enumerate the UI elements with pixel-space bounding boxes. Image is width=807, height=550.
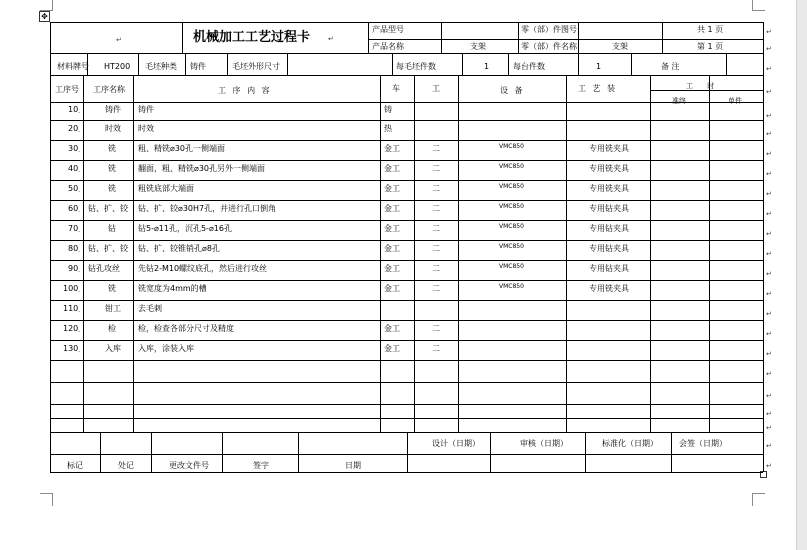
row-tooling: 专用钻夹具 (589, 264, 629, 273)
row-workshop: 金工 (384, 164, 400, 173)
product-model-label: 产品型号 (372, 25, 404, 34)
table-rule (566, 75, 567, 432)
table-bottom-border (50, 472, 763, 473)
table-rule (578, 53, 579, 75)
col-content: 工 序 内 容 (218, 86, 272, 95)
row-end-mark: ↵ (766, 310, 772, 318)
table-rule (462, 53, 463, 75)
table-rule (50, 300, 763, 301)
row-section: 二 (432, 144, 440, 153)
footer-design: 设计（日期） (432, 439, 480, 448)
table-rule (458, 75, 459, 432)
table-move-handle-icon[interactable]: ✥ (39, 11, 50, 22)
table-rule (83, 75, 84, 432)
row-step-name: 钻、扩、铰 (88, 244, 128, 253)
table-rule (50, 360, 763, 361)
cell-mark: . (78, 107, 81, 115)
row-workshop: 金工 (384, 284, 400, 293)
vertical-scrollbar[interactable] (796, 0, 807, 550)
row-end-mark: ↵ (766, 462, 772, 470)
row-tooling: 专用铣夹具 (589, 164, 629, 173)
table-rule (407, 432, 408, 472)
table-rule (182, 22, 183, 53)
table-rule (151, 432, 152, 472)
table-rule (578, 22, 579, 53)
row-end-mark: ↵ (766, 270, 772, 278)
crop-mark-bottom-left (40, 493, 53, 506)
cell-mark: . (78, 186, 81, 194)
table-rule (50, 418, 763, 419)
product-name-value: 支架 (470, 42, 486, 51)
row-equipment: VMC850 (499, 283, 524, 290)
table-rule (227, 53, 228, 75)
row-section: 二 (432, 224, 440, 233)
row-step-name: 铣 (108, 164, 116, 173)
row-step-content: 钻5-⌀11孔，沉孔5-⌀16孔 (138, 224, 232, 233)
table-rule (650, 75, 651, 432)
row-equipment: VMC850 (499, 263, 524, 270)
row-end-mark: ↵ (766, 370, 772, 378)
row-end-mark: ↵ (766, 170, 772, 178)
row-tooling: 专用钻夹具 (589, 204, 629, 213)
row-tooling: 专用铣夹具 (589, 144, 629, 153)
crop-mark-top-right (752, 0, 765, 11)
table-rule (50, 180, 763, 181)
cell-mark: . (78, 226, 81, 234)
table-rule (50, 260, 763, 261)
row-step-no: 30 (68, 144, 79, 153)
row-step-content: 入库，涂装入库 (138, 344, 194, 353)
table-rule (368, 39, 763, 40)
cell-mark: . (78, 246, 81, 254)
row-step-name: 检 (108, 324, 116, 333)
row-end-mark: ↵ (766, 410, 772, 418)
table-rule (50, 404, 763, 405)
product-name-label: 产品名称 (372, 42, 404, 51)
table-top-border (50, 22, 763, 23)
row-step-content: 粗铣底部大端面 (138, 184, 194, 193)
part-name-value: 支架 (612, 42, 628, 51)
row-step-content: 先钻2-M10螺纹底孔，然后进行攻丝 (138, 264, 268, 273)
table-rule (50, 120, 763, 121)
table-rule (185, 53, 186, 75)
table-rule (50, 53, 763, 54)
row-workshop: 铸 (384, 105, 392, 114)
row-section: 二 (432, 284, 440, 293)
footer-review: 审核（日期） (520, 439, 568, 448)
row-end-mark: ↵ (766, 130, 772, 138)
row-workshop: 金工 (384, 144, 400, 153)
row-equipment: VMC850 (499, 183, 524, 190)
blank-size-label: 毛坯外形尺寸 (232, 62, 280, 71)
row-end-mark: ↵ (766, 424, 772, 432)
row-step-no: 90 (68, 264, 79, 273)
table-rule (50, 220, 763, 221)
table-rule (709, 75, 710, 432)
row-equipment: VMC850 (499, 163, 524, 170)
row-step-no: 50 (68, 184, 79, 193)
row-step-no: 130 (63, 344, 79, 353)
col-section: 工 (432, 84, 440, 93)
table-rule (50, 382, 763, 383)
per-machine-value: 1 (596, 62, 602, 71)
crop-mark-top-left (40, 0, 53, 11)
total-pages-label: 共 1 页 (697, 25, 724, 34)
material-label: 材料牌号 (57, 62, 89, 71)
cell-mark: . (78, 326, 81, 334)
table-rule (726, 53, 727, 75)
row-end-mark: ↵ (766, 190, 772, 198)
row-step-no: 60 (68, 204, 79, 213)
blank-per-value: 1 (484, 62, 490, 71)
table-rule (100, 432, 101, 472)
row-step-name: 钻孔攻丝 (88, 264, 120, 273)
crop-mark-bottom-right (752, 493, 765, 506)
row-step-no: 40 (68, 164, 79, 173)
table-rule (50, 160, 763, 161)
table-rule (222, 432, 223, 472)
table-rule (414, 75, 415, 432)
corner-paragraph-mark: ↵ (116, 36, 122, 44)
title-paragraph-mark: ↵ (328, 35, 334, 43)
row-step-content: 翻面，粗、精铣⌀30孔另外一侧端面 (138, 164, 265, 173)
row-end-mark: ↵ (766, 112, 772, 120)
row-workshop: 金工 (384, 204, 400, 213)
col-tooling: 工 艺 装 (578, 84, 618, 93)
table-rule (631, 53, 632, 75)
row-end-mark: ↵ (766, 88, 772, 96)
table-rule (50, 340, 763, 341)
col-step-no: 工序号 (55, 85, 79, 94)
table-rule (650, 90, 763, 91)
footer-mark: 标记 (67, 461, 83, 470)
row-step-content: 粗、精铣⌀30孔一侧端面 (138, 144, 225, 153)
col-workshop: 车 (392, 84, 400, 93)
col-hours: 工 时 (686, 82, 721, 90)
part-name-label: 零（部）件名称 (521, 42, 577, 51)
row-end-mark: ↵ (766, 250, 772, 258)
table-right-border (763, 22, 764, 472)
row-step-no: 10 (68, 105, 79, 114)
table-rule (50, 320, 763, 321)
row-tooling: 专用铣夹具 (589, 184, 629, 193)
table-rule (50, 280, 763, 281)
table-rule (441, 22, 442, 53)
row-step-no: 20 (68, 124, 79, 133)
card-title: 机械加工工艺过程卡 (193, 30, 311, 45)
row-step-name: 铣 (108, 184, 116, 193)
part-code-label: 零（部）件图号 (521, 25, 577, 34)
cell-mark: . (78, 266, 81, 274)
table-rule (287, 53, 288, 75)
col-step-name: 工序名称 (93, 85, 125, 94)
row-end-mark: ↵ (766, 350, 772, 358)
table-rule (50, 75, 763, 76)
table-rule (50, 240, 763, 241)
row-section: 二 (432, 204, 440, 213)
row-end-mark: ↵ (766, 392, 772, 400)
table-rule (671, 432, 672, 472)
row-tooling: 专用钻夹具 (589, 224, 629, 233)
row-step-content: 时效 (138, 124, 154, 133)
table-rule (380, 75, 381, 432)
table-rule (298, 432, 299, 472)
row-step-content: 铣宽度为4mm的槽 (138, 284, 207, 293)
row-step-content: 铸件 (138, 105, 154, 114)
footer-countersign: 会签（日期） (679, 439, 727, 448)
row-end-mark: ↵ (766, 230, 772, 238)
row-section: 二 (432, 324, 440, 333)
row-step-content: 钻、扩、铰锥销孔⌀8孔 (138, 244, 220, 253)
row-step-name: 钳工 (105, 304, 121, 313)
row-step-name: 铣 (108, 144, 116, 153)
row-end-mark: ↵ (766, 290, 772, 298)
row-section: 二 (432, 164, 440, 173)
footer-sign: 签字 (253, 461, 269, 470)
row-equipment: VMC850 (499, 203, 524, 210)
cell-mark: . (78, 146, 81, 154)
row-workshop: 金工 (384, 184, 400, 193)
row-workshop: 金工 (384, 324, 400, 333)
row-workshop: 金工 (384, 264, 400, 273)
row-step-content: 检，检查各部分尺寸及精度 (138, 324, 234, 333)
row-step-name: 钻 (108, 224, 116, 233)
row-step-name: 时效 (105, 124, 121, 133)
table-rule (585, 432, 586, 472)
footer-date: 日期 (345, 461, 361, 470)
table-rule (368, 22, 369, 53)
row-equipment: VMC850 (499, 143, 524, 150)
row-end-mark: ↵ (766, 210, 772, 218)
row-equipment: VMC850 (499, 243, 524, 250)
row-step-name: 入库 (105, 344, 121, 353)
table-rule (133, 75, 134, 432)
row-workshop: 热 (384, 124, 392, 133)
row-step-no: 70 (68, 224, 79, 233)
row-end-mark: ↵ (766, 65, 772, 73)
row-section: 二 (432, 184, 440, 193)
row-step-no: 120 (63, 324, 79, 333)
row-step-name: 铣 (108, 284, 116, 293)
row-section: 二 (432, 264, 440, 273)
row-workshop: 金工 (384, 344, 400, 353)
row-end-mark: ↵ (766, 28, 772, 36)
row-end-mark: ↵ (766, 150, 772, 158)
cell-mark: . (78, 166, 81, 174)
per-machine-label: 每台件数 (513, 62, 545, 71)
footer-standard: 标准化（日期） (602, 439, 658, 448)
table-rule (508, 53, 509, 75)
row-step-content: 钻、扩、铰⌀30H7孔，并进行孔口倒角 (138, 204, 277, 213)
table-rule (138, 53, 139, 75)
cell-mark: . (78, 206, 81, 214)
blank-per-label: 每毛坯件数 (396, 62, 436, 71)
row-end-mark: ↵ (766, 442, 772, 450)
row-end-mark: ↵ (766, 45, 772, 53)
row-step-no: 80 (68, 244, 79, 253)
row-end-mark: ↵ (766, 330, 772, 338)
table-rule (50, 140, 763, 141)
blank-type-label: 毛坯种类 (145, 62, 177, 71)
footer-change-doc: 更改文件号 (169, 461, 209, 470)
row-workshop: 金工 (384, 244, 400, 253)
col-hours-prep: 准终 (672, 97, 686, 105)
footer-place: 处记 (118, 461, 134, 470)
row-step-no: 110 (63, 304, 79, 313)
table-rule (50, 102, 763, 103)
row-tooling: 专用钻夹具 (589, 244, 629, 253)
row-tooling: 专用铣夹具 (589, 284, 629, 293)
row-section: 二 (432, 244, 440, 253)
col-equipment: 设 备 (500, 86, 525, 95)
material-value: HT200 (104, 62, 131, 71)
remarks-label: 备 注 (661, 62, 680, 71)
row-step-name: 钻、扩、铰 (88, 204, 128, 213)
row-step-name: 铸件 (105, 105, 121, 114)
table-rule (662, 22, 663, 53)
row-equipment: VMC850 (499, 223, 524, 230)
col-hours-unit: 单件 (728, 97, 742, 105)
cell-mark: . (78, 286, 81, 294)
blank-type-value: 铸件 (190, 62, 206, 71)
table-rule (518, 22, 519, 53)
cell-mark: . (78, 306, 81, 314)
cell-mark: . (78, 126, 81, 134)
row-workshop: 金工 (384, 224, 400, 233)
table-rule (490, 432, 491, 472)
row-step-content: 去毛刺 (138, 304, 162, 313)
page-number-label: 第 1 页 (697, 42, 724, 51)
table-rule (392, 53, 393, 75)
row-section: 二 (432, 344, 440, 353)
cell-mark: . (78, 346, 81, 354)
table-rule (50, 200, 763, 201)
row-step-no: 100 (63, 284, 79, 293)
